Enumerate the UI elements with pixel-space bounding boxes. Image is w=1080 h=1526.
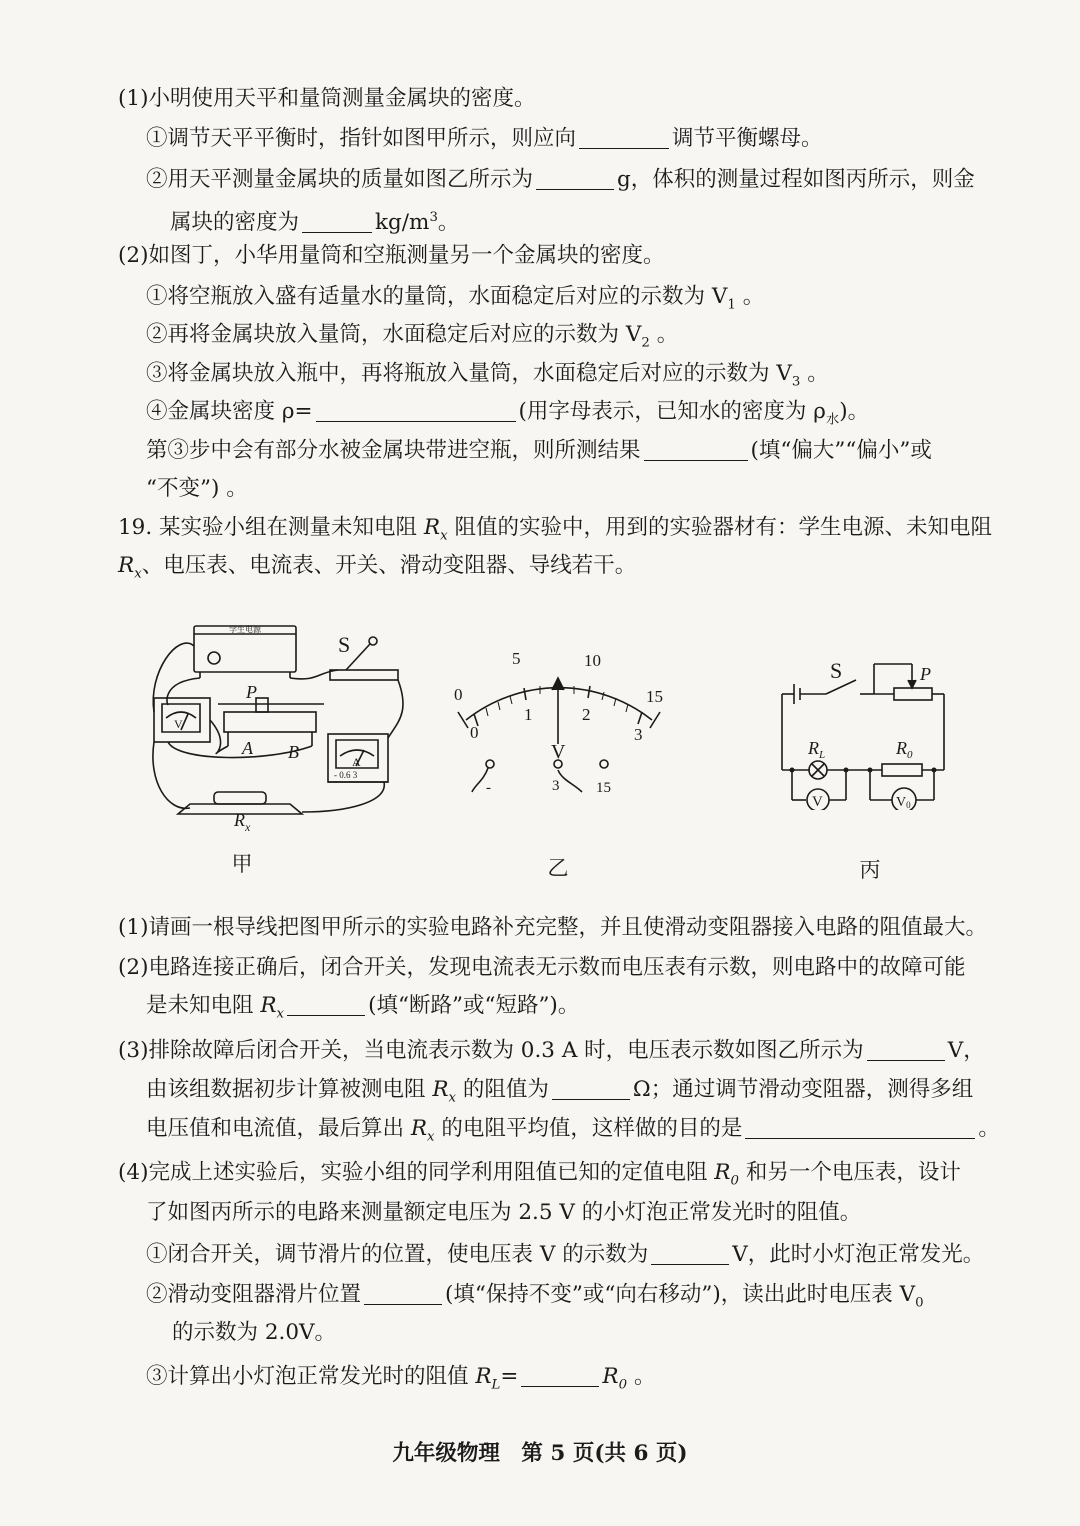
voltmeter-v0-label: V0	[896, 795, 911, 810]
slider-label: P	[920, 664, 931, 684]
terminal-minus	[486, 760, 494, 768]
rheostat	[894, 688, 932, 700]
q18-part2-note: 第③步中会有部分水被金属块带进空瓶，则所测结果 (填“偏大”“偏小”或	[146, 438, 932, 463]
answer-blank[interactable]	[536, 167, 614, 190]
q18-part2-s1: ①将空瓶放入盛有适量水的量筒，水面稳定后对应的示数为 $V_1$ 。	[146, 284, 765, 313]
q19-part3-line3: 电压值和电流值，最后算出 $R_x$ 的电阻平均值，这样做的目的是 。	[146, 1116, 1000, 1145]
q18-part2-note-cont: “不变”) 。	[146, 476, 248, 501]
answer-blank[interactable]	[579, 126, 669, 149]
q18-part2-s3: ③将金属块放入瓶中，再将瓶放入量筒，水面稳定后对应的示数为 $V_3$ 。	[146, 361, 829, 390]
q19-part3: (3)排除故障后闭合开关，当电流表示数为 0.3 A 时，电压表示数如图乙所示为 V，	[118, 1038, 985, 1063]
answer-blank[interactable]	[644, 438, 748, 461]
dial-top-10: 10	[584, 651, 601, 670]
figure-bing-label: 丙	[859, 858, 881, 882]
q19-part4-s3: ③计算出小灯泡正常发光时的阻值 $R_L= R_0$ 。	[146, 1364, 656, 1393]
figure-jia-circuit	[148, 612, 418, 844]
dial-top-5: 5	[512, 649, 521, 668]
q19-part3-line2: 由该组数据初步计算被测电阻 $R_x$ 的阻值为 Ω；通过调节滑动变阻器，测得多组	[146, 1077, 974, 1106]
answer-blank[interactable]	[745, 1116, 975, 1139]
terminal-minus-label: -	[486, 780, 491, 796]
voltmeter-label: V	[174, 717, 183, 731]
answer-blank[interactable]	[287, 993, 365, 1016]
lamp-label: $R_L$	[808, 738, 826, 761]
ammeter-terminals: - 0.6 3	[334, 770, 358, 780]
dial-bottom-2: 2	[582, 705, 591, 724]
answer-blank[interactable]	[521, 1364, 599, 1387]
q19-part4-s2-cont: 的示数为 2.0V。	[172, 1320, 337, 1345]
q18-part1-stem: (1)小明使用天平和量筒测量金属块的密度。	[118, 86, 536, 111]
q19-part4-s1: ①闭合开关，调节滑片的位置，使电压表 V 的示数为 V，此时小灯泡正常发光。	[146, 1242, 985, 1267]
rheostat-end-a: A	[242, 738, 253, 758]
q18-part1-step2: ②用天平测量金属块的质量如图乙所示为 g，体积的测量过程如图丙所示，则金	[146, 167, 975, 192]
q19-part1: (1)请画一根导线把图甲所示的实验电路补充完整，并且使滑动变阻器接入电路的阻值最大。	[118, 915, 987, 940]
answer-blank[interactable]	[316, 399, 516, 422]
rheostat-end-b: B	[288, 742, 299, 762]
resistor-r0-label: $R_0$	[896, 738, 913, 761]
switch-base	[330, 670, 398, 680]
q18-part2-s4: ④金属块密度 ρ= (用字母表示，已知水的密度为 $\rho_水$)。	[146, 399, 870, 428]
q18-part2-s2: ②再将金属块放入量筒，水面稳定后对应的示数为 $V_2$ 。	[146, 322, 679, 351]
ammeter-label: A	[352, 755, 361, 769]
q19-part4-s2: ②滑动变阻器滑片位置 (填“保持不变”或“向右移动”)，读出此时电压表 $V_0$	[146, 1282, 924, 1311]
terminal-3-label: 3	[552, 778, 560, 794]
rx-label: $R_x$	[234, 810, 251, 834]
q19-part4: (4)完成上述实验后，实验小组的同学利用阻值已知的定值电阻 $R_0$ 和另一个电压表，设计	[118, 1160, 961, 1189]
answer-blank[interactable]	[364, 1282, 442, 1305]
q19-part2: (2)电路连接正确后，闭合开关，发现电流表无示数而电压表有示数，则电路中的故障可能	[118, 955, 966, 980]
terminal-15	[600, 760, 608, 768]
q19-intro-cont: $R_x$、电压表、电流表、开关、滑动变阻器、导线若干。	[118, 553, 637, 582]
power-supply-label: 学生电源	[229, 625, 261, 634]
dial-bottom-3: 3	[634, 725, 643, 744]
q18-part2-stem: (2)如图丁，小华用量筒和空瓶测量另一个金属块的密度。	[118, 243, 665, 268]
answer-blank[interactable]	[302, 210, 372, 233]
page-footer: 九年级物理 第 5 页(共 6 页)	[392, 1441, 688, 1466]
q19-intro: 19. 某实验小组在测量未知电阻 $R_x$ 阻值的实验中，用到的实验器材有：学生电源、未知电阻	[118, 515, 992, 544]
rheostat-coil	[224, 712, 316, 732]
figure-bing-schematic	[770, 650, 960, 810]
figure-yi-label: 乙	[547, 856, 569, 880]
answer-blank[interactable]	[651, 1242, 729, 1265]
figure-yi-voltmeter	[444, 640, 674, 800]
dial-meter-v: V	[551, 741, 566, 763]
switch-label: S	[830, 658, 843, 683]
figure-jia-label: 甲	[231, 852, 253, 876]
switch-label-s: S	[338, 632, 351, 657]
dial-top-15: 15	[646, 687, 663, 706]
slider-label-p: P	[246, 682, 257, 702]
answer-blank[interactable]	[552, 1077, 630, 1100]
terminal-15-label: 15	[596, 780, 611, 796]
q19-part2-cont: 是未知电阻 $R_x$ (填“断路”或“短路”)。	[146, 993, 580, 1022]
q19-part4-cont: 了如图丙所示的电路来测量额定电压为 2.5 V 的小灯泡正常发光时的阻值。	[146, 1200, 862, 1225]
voltmeter-v-label: V	[812, 794, 823, 810]
dial-bottom-0: 0	[470, 723, 479, 742]
dial-top-0: 0	[454, 685, 463, 704]
dial-bottom-1: 1	[524, 705, 533, 724]
q18-part1-step2-cont: 属块的密度为 $kg/m^3$。	[170, 210, 460, 236]
resistor-r0	[882, 764, 922, 776]
answer-blank[interactable]	[867, 1038, 945, 1061]
dial-arc	[466, 688, 652, 720]
q18-part1-step1: ①调节天平平衡时，指针如图甲所示，则应向 调节平衡螺母。	[146, 126, 823, 151]
